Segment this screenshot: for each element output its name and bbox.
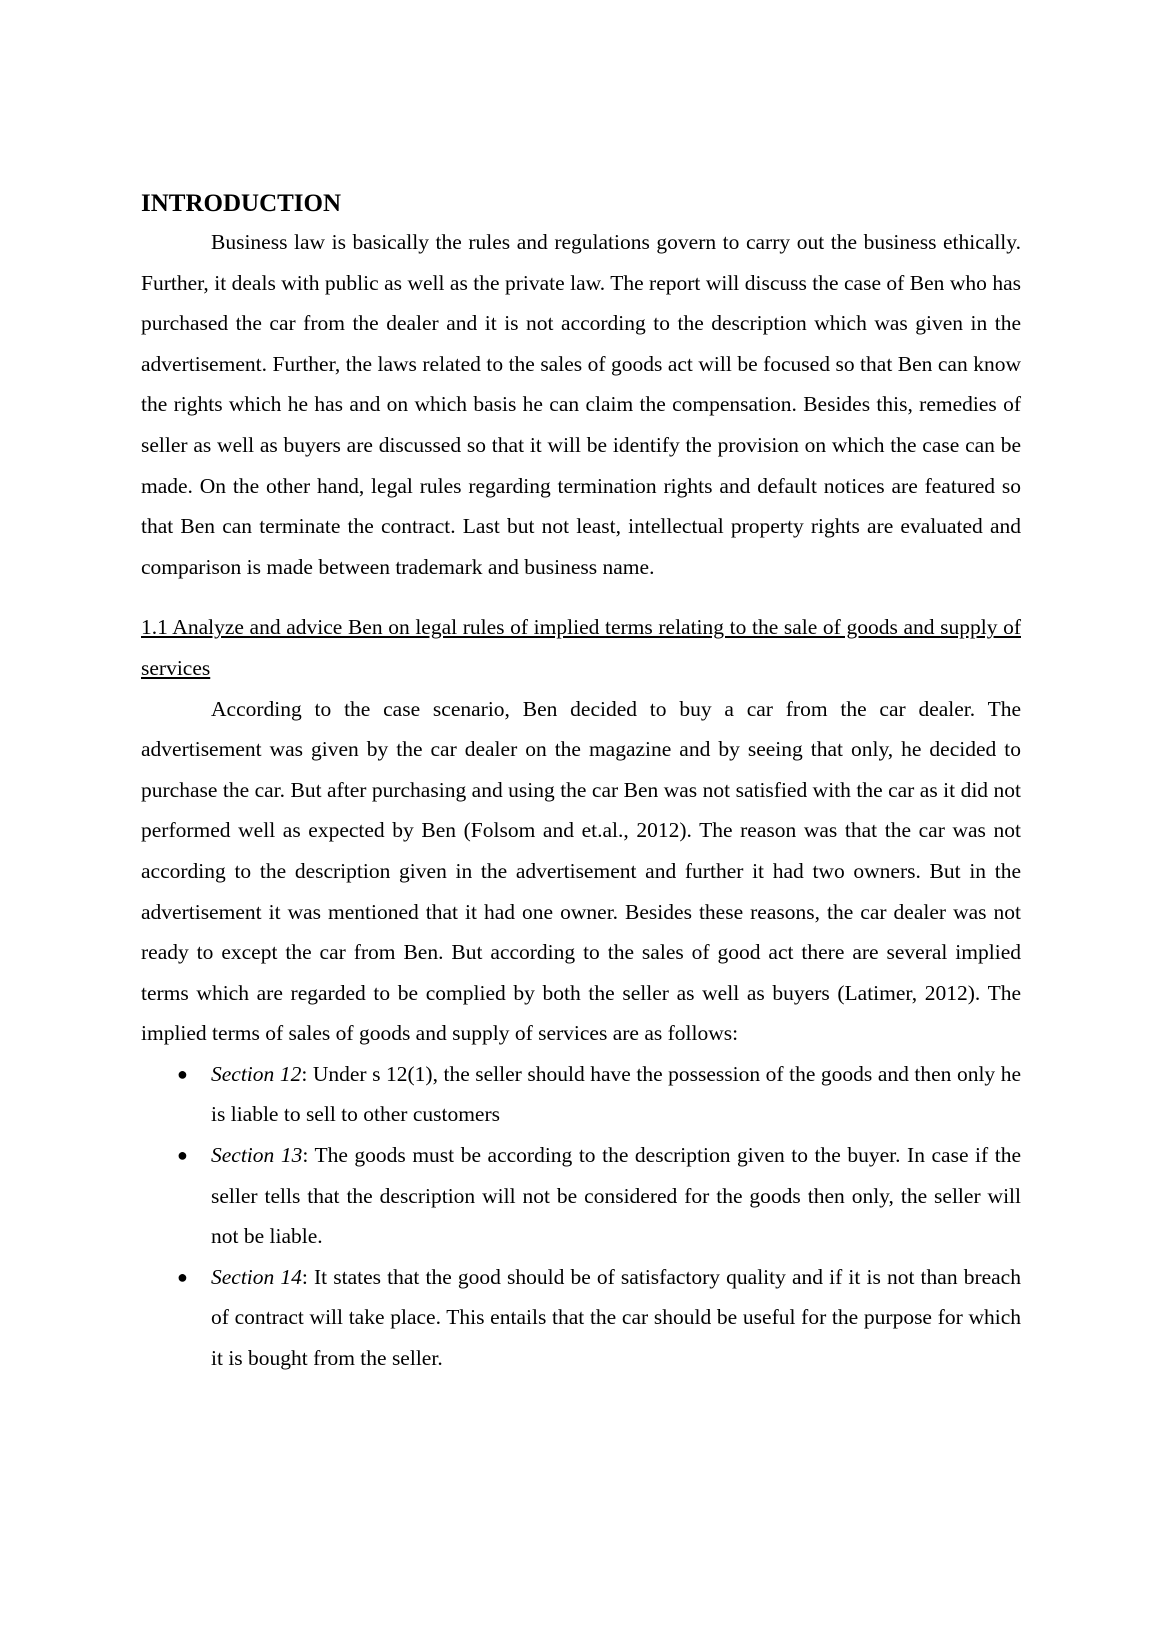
list-item — [141, 1054, 1021, 1135]
document-page — [141, 186, 1021, 1379]
section-paragraph: According to the case scenario, Ben decided to buy a car from the car dealer. The advertisement was given by the car dealer on the magazine and by seeing that only, he decided to purchase the car. But after purchasing and using the car Ben was not satisfied with the car as it did not performed well as expected by Ben (Folsom and et.al., 2012). The reason was that the car was not according to the description given in the advertisement and further it had two owners. But in the advertisement it was mentioned that it had one owner. Besides these reasons, the car dealer was not ready to except the car from Ben. But according to the sales of good act there are several implied terms which are regarded to be complied by both the seller as well as buyers (Latimer, 2012). The implied terms of sales of goods and supply of services are as follows: — [141, 696, 1021, 1046]
section-title: Section 13 — [211, 1143, 303, 1168]
bullet-icon: ● — [177, 1266, 188, 1287]
bullet-icon: ● — [177, 1063, 188, 1084]
list-item — [141, 1135, 1021, 1257]
section-text: : The goods must be according to the description given to the buyer. In case if the seller tells that the description will not be considered for the goods then only, the seller will not be liable. — [211, 1143, 1021, 1249]
section-title: Section 14 — [211, 1264, 302, 1289]
list-item — [141, 1257, 1021, 1379]
section-heading-introduction: INTRODUCTION — [141, 190, 342, 217]
section-text: : Under s 12(1), the seller should have the possession of the goods and then only he is liable to sell to other customers — [211, 1061, 1021, 1127]
intro-paragraph: Business law is basically the rules and regulations govern to carry out the business ethically. Further, it deals with public as well as the private law. The report will discuss the case of Ben who has purchased the car from the dealer and it is not according to the description which was given in the advertisement. Further, the laws related to the sales of goods act will be focused so that Ben can know the rights which he has and on which basis he can claim the compensation. Besides this, remedies of seller as well as buyers are discussed so that it will be identify the provision on which the case can be made. On the other hand, legal rules regarding termination rights and default notices are featured so that Ben can terminate the contract. Last but not least, intellectual property rights are evaluated and comparison is made between trademark and business name. — [141, 230, 1021, 579]
section-title: Section 12 — [211, 1061, 302, 1086]
bullet-icon: ● — [177, 1145, 188, 1166]
implied-terms-list — [141, 1054, 1021, 1379]
section-text: : It states that the good should be of satisfactory quality and if it is not than breach of contract will take place. This entails that the car should be useful for the purpose for which it is bought from the seller. — [211, 1264, 1021, 1371]
section-heading-1-1: 1.1 Analyze and advice Ben on legal rules of implied terms relating to the sale of goods and supply of services — [141, 615, 1021, 680]
